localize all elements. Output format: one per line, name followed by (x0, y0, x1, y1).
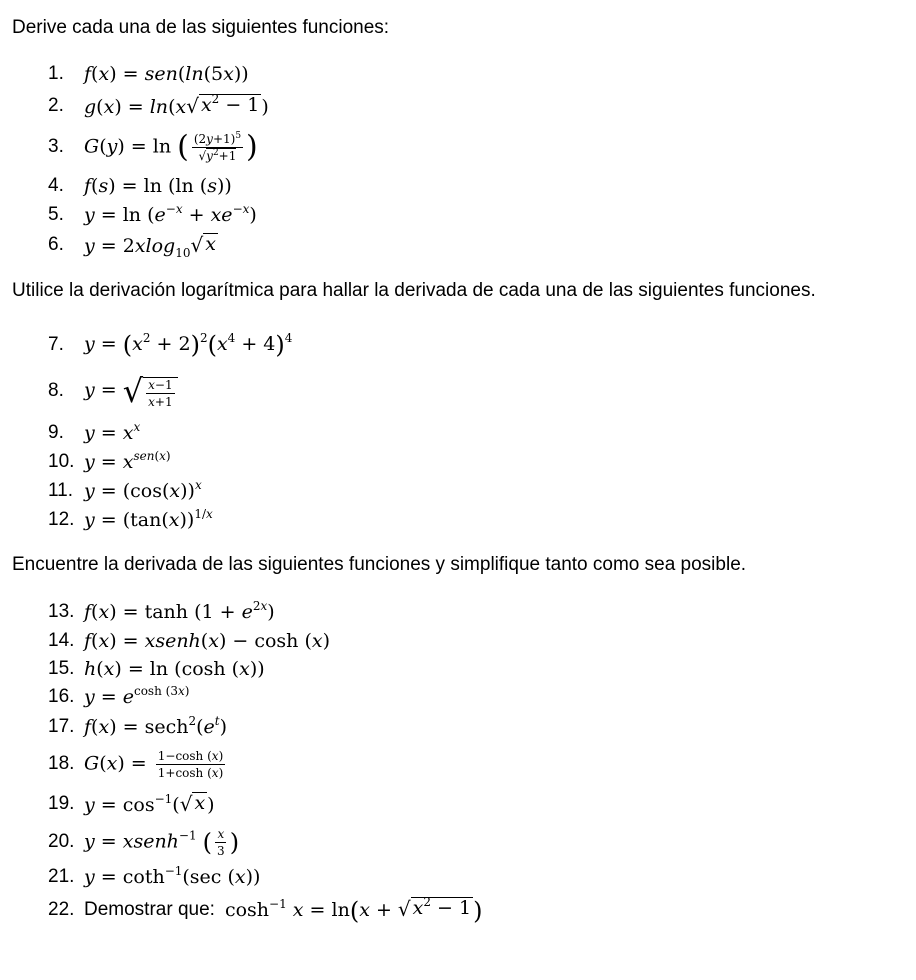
exercise-3 (48, 124, 258, 170)
formula: $y = (x^2 + 2)^2(x^4 + 4)^4$ (84, 331, 293, 359)
exercise-number: 19. (48, 793, 75, 814)
formula: $y = (\cos(x))^x$ (84, 478, 202, 502)
exercise-16 (48, 683, 189, 711)
formula: h(x) = ln (cosh (x)) (84, 658, 265, 680)
exercise-21 (48, 863, 260, 891)
formula: g(x) = ln(x √ $x^2 - 1$ ) (84, 92, 269, 118)
formula: G(x) = $\frac{1-\cosh (x)}{1+\cosh (x)}$ (84, 748, 224, 780)
exercise-17 (48, 713, 227, 741)
formula: $f(x) = \tanh (1 + e^{2x})$ (84, 599, 275, 623)
exercise-number: 21. (48, 866, 75, 887)
exercise-number: 14. (48, 630, 75, 651)
formula: f(x) = sen(ln(5x)) (84, 63, 249, 85)
exercise-12 (48, 506, 213, 534)
formula: $y = \ln (e^{-x} + xe^{-x})$ (84, 202, 257, 226)
formula: y = xsenh$^{-1}$ ( $\frac{x}{3}$ ) (84, 826, 240, 858)
section1-heading: Derive cada una de las siguientes funciones: (12, 17, 390, 38)
exercise-number: 8. (48, 380, 64, 401)
exercise-15 (48, 655, 265, 683)
exercise-number: 22. (48, 899, 75, 920)
exercise-number: 9. (48, 422, 64, 443)
exercise-19 (48, 790, 215, 818)
exercise-9 (48, 419, 140, 447)
exercise-number: 6. (48, 234, 64, 255)
exercise-18 (48, 742, 228, 786)
exercise-7 (48, 331, 292, 359)
exercise-5 (48, 201, 257, 229)
exercise-number: 4. (48, 175, 64, 196)
exercise-number: 3. (48, 136, 64, 157)
exercise-number: 20. (48, 831, 75, 852)
formula: $\cosh^{-1} x = \ln(x$ + √ $x^2 - 1$ ) (224, 895, 483, 925)
exercise-number: 1. (48, 63, 64, 84)
section2-heading: Utilice la derivación logarítmica para hallar la derivada de cada una de las siguientes funciones. (12, 280, 816, 301)
formula: y = coth$^{-1}$(sec (x)) (84, 864, 261, 888)
exercise-number: 18. (48, 753, 75, 774)
formula: y = √ $\frac{x-1}{x+1}$ (84, 373, 178, 409)
exercise-11 (48, 477, 202, 505)
formula: y = 2xlog$_{10}$ √ x (84, 232, 216, 260)
formula: $y = x^{sen(x)}$ (84, 449, 171, 473)
exercise-8 (48, 368, 178, 414)
formula: $y = x^x$ (84, 420, 141, 444)
formula: $y = \cos^{-1}$( √ x ) (84, 791, 215, 816)
exercise-number: 17. (48, 716, 75, 737)
exercise-1 (48, 60, 249, 88)
exercise-6 (48, 231, 218, 259)
exercise-10 (48, 448, 171, 476)
exercise-number: 12. (48, 509, 75, 530)
formula: $f(x) = \sec h^2(e^t)$ (84, 714, 228, 738)
exercise-2 (48, 92, 269, 120)
formula: $y = (\tan(x))^{1/x}$ (84, 507, 213, 531)
formula: G(y) = ln ( $\frac{(2y+1)^5}{√y^2+1}$ ) (84, 129, 258, 164)
exercise-number: 10. (48, 451, 75, 472)
exercise-number: 13. (48, 601, 75, 622)
formula: f(x) = xsenh(x) − cosh (x) (84, 630, 331, 652)
exercise-number: 11. (48, 480, 74, 501)
section3-heading: Encuentre la derivada de las siguientes funciones y simplifique tanto como sea posible. (12, 554, 747, 575)
exercise-22 (48, 896, 482, 924)
exercise-number: 5. (48, 204, 64, 225)
exercise-number: 7. (48, 334, 64, 355)
exercise-4 (48, 172, 232, 200)
exercise-number: 15. (48, 658, 75, 679)
exercise-14 (48, 627, 330, 655)
exercise-number: 16. (48, 686, 75, 707)
exercise-13 (48, 598, 275, 626)
formula: f(s) = ln (ln (s)) (84, 175, 232, 197)
exercise-number: 2. (48, 95, 64, 116)
proof-label: Demostrar que: (84, 899, 215, 920)
formula: $y = e^{cosh (3x)}$ (84, 684, 190, 708)
exercise-20 (48, 822, 239, 862)
